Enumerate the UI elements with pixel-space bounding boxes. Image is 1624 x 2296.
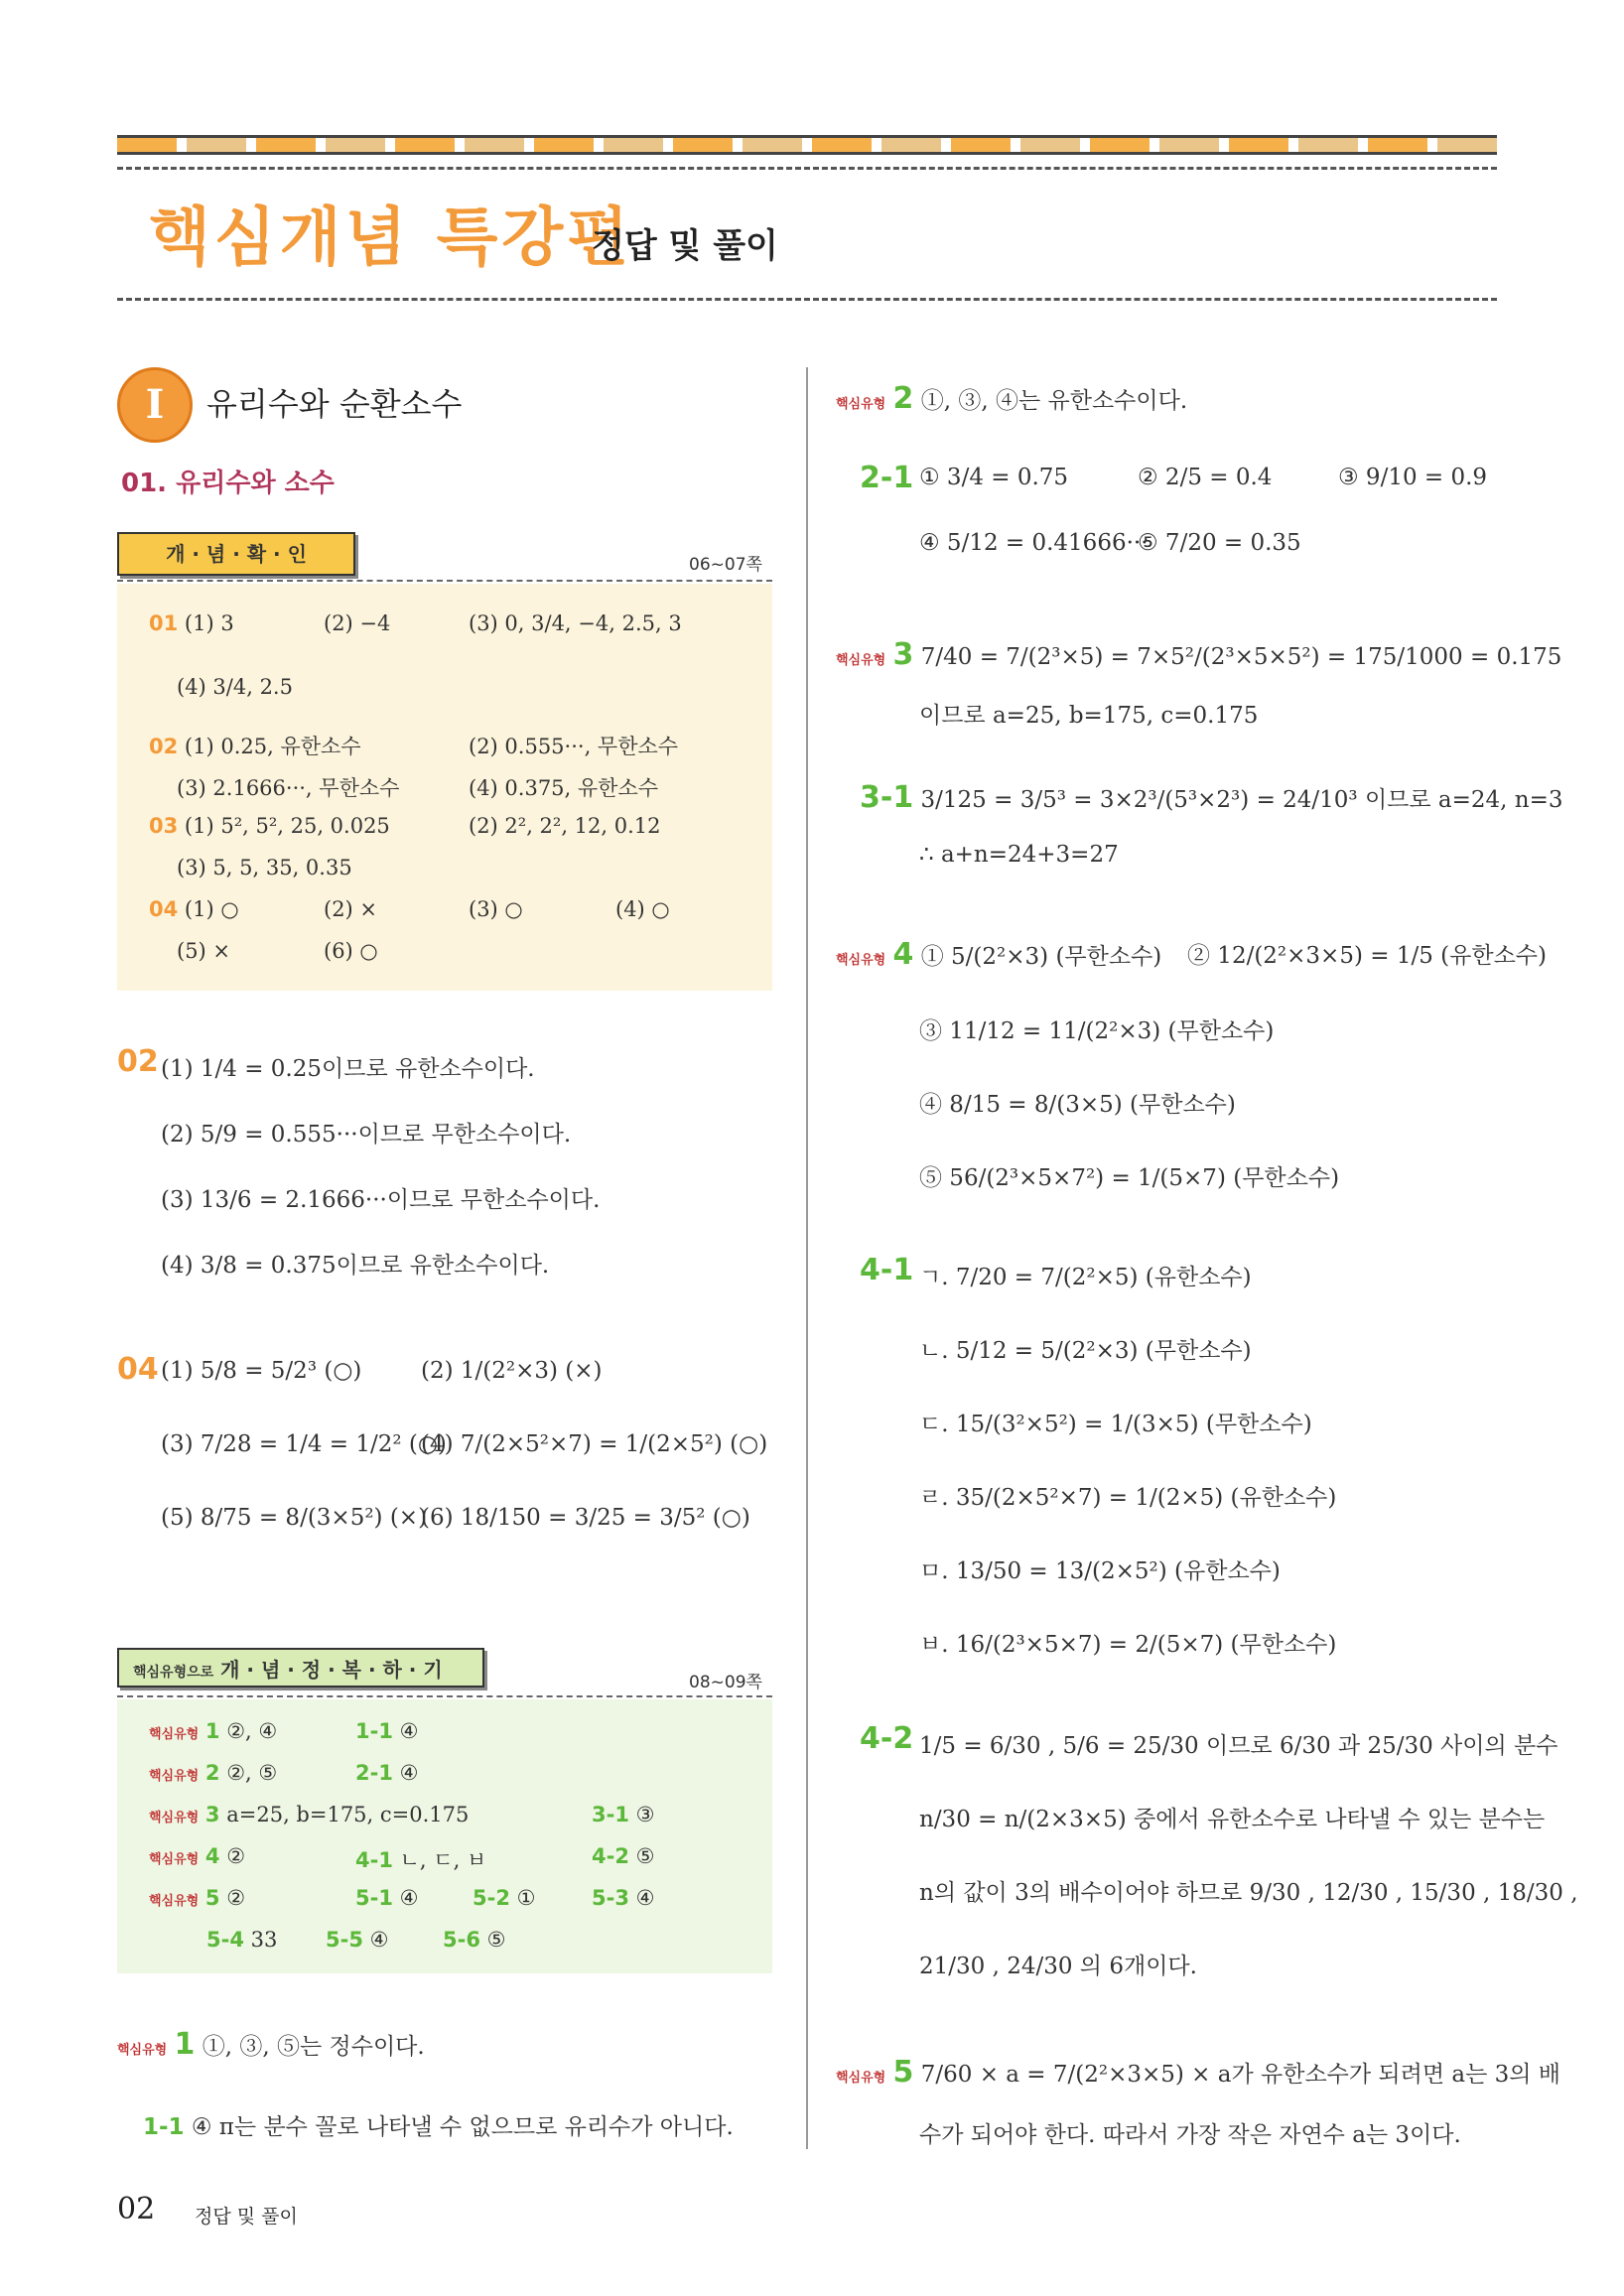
solution-4-2-line: n의 값이 3의 배수이어야 하므로 9/30 , 12/30 , 15/30 , 18/30 , [919,1880,1578,1906]
page-number: 02 [117,2192,156,2227]
review-row: 핵심유형 3 a=25, b=175, c=0.175 3-1 ③ [149,1803,655,1826]
solution-4-line: ④ 8/15 = 8/(3×5) (무한소수) [919,1092,1236,1118]
solution-4-1-number: 4-1 [860,1253,914,1287]
footer-text: 정답 및 풀이 [195,2206,298,2228]
solution-type-4: 핵심유형 4 ① 5/(2²×3) (무한소수) [836,937,1162,972]
solution-02-line: (1) 1/4 = 0.25이므로 유한소수이다. [161,1056,535,1082]
solution-type-2: 핵심유형 2 ①, ③, ④는 유한소수이다. [836,381,1188,416]
solution-04-line: (3) 7/28 = 1/4 = 1/2² (○) [161,1431,447,1457]
solution-5-line: 수가 되어야 한다. 따라서 가장 작은 자연수 a는 3이다. [919,2122,1461,2148]
cc-row: (4) 3/4, 2.5 [177,675,293,699]
cc-row: 02 (1) 0.25, 유한소수 (2) 0.555···, 무한소수 [149,735,679,758]
page-subtitle: 정답 및 풀이 [592,226,778,266]
solution-4-1-line: ㄷ. 15/(3²×5²) = 1/(3×5) (무한소수) [919,1412,1312,1437]
solution-1-1: 1-1 ④ π는 분수 꼴로 나타낼 수 없으므로 유리수가 아니다. [143,2114,734,2140]
cc-row: 04 (1) ○ (2) × (3) ○ (4) ○ [149,897,670,921]
solution-04-line: (5) 8/75 = 8/(3×5²) (×) [161,1505,428,1531]
solution-4-2-number: 4-2 [860,1721,914,1756]
cc-row: (5) × (6) ○ [177,939,378,963]
cc-row: (3) 5, 5, 35, 0.35 [177,856,352,879]
solution-4-1-line: ㄱ. 7/20 = 7/(2²×5) (유한소수) [919,1265,1252,1290]
review-tag: 핵심유형으로 개 · 념 · 정 · 복 · 하 · 기 [117,1648,484,1688]
solution-02-number: 02 [117,1044,159,1079]
solution-02-line: (4) 3/8 = 0.375이므로 유한소수이다. [161,1253,550,1279]
cc-row: 03 (1) 5², 5², 25, 0.025 (2) 2², 2², 12, 0.12 [149,814,661,838]
solution-4-2-line: 1/5 = 6/30 , 5/6 = 25/30 이므로 6/30 과 25/30 사이의 분수 [919,1733,1558,1759]
solution-04-line: (6) 18/150 = 3/25 = 3/5² (○) [421,1505,750,1531]
solution-4-line: ⑤ 56/(2³×5×7²) = 1/(5×7) (무한소수) [919,1165,1340,1191]
solution-02-line: (2) 5/9 = 0.555···이므로 무한소수이다. [161,1122,572,1148]
solution-2-1-line: ② 2/5 = 0.4 [1138,465,1273,490]
review-divider [117,1695,772,1697]
review-box [117,1699,772,1973]
page-title: 핵심개념 특강편 [149,202,633,275]
solution-4-2-line: 21/30 , 24/30 의 6개이다. [919,1954,1197,1979]
header-decorative-bar [117,135,1497,155]
review-row: 5-4 33 5-5 ④ 5-6 ⑤ [206,1928,506,1952]
review-row: 핵심유형 5 ② 5-1 ④ 5-2 ① 5-3 ④ [149,1886,655,1910]
solution-02-line: (3) 13/6 = 2.1666···이므로 무한소수이다. [161,1187,601,1213]
solution-type-3: 핵심유형 3 7/40 = 7/(2³×5) = 7×5²/(2³×5×5²) = 175/1000 = 0.175 [836,637,1562,672]
solution-4-1-line: ㅁ. 13/50 = 13/(2×5²) (유한소수) [919,1558,1281,1584]
review-pages: 08~09쪽 [689,1673,762,1692]
solution-4-1-line: ㄴ. 5/12 = 5/(2²×3) (무한소수) [919,1338,1252,1364]
solution-4-1-line: ㄹ. 35/(2×5²×7) = 1/(2×5) (유한소수) [919,1485,1337,1511]
cc-row: (3) 2.1666···, 무한소수 (4) 0.375, 유한소수 [177,776,659,800]
solution-04-line: (2) 1/(2²×3) (×) [421,1358,603,1384]
section-title: 01. 유리수와 소수 [121,469,335,498]
cc-row: 01 (1) 3 (2) −4 (3) 0, 3/4, −4, 2.5, 3 [149,611,682,635]
solution-4-line: ③ 11/12 = 11/(2²×3) (무한소수) [919,1018,1275,1044]
solution-2-1-line: ① 3/4 = 0.75 [919,465,1069,490]
header-top-divider [117,167,1497,170]
review-row: 핵심유형 4 ② 4-1 ㄴ, ㄷ, ㅂ 4-2 ⑤ [149,1844,655,1872]
solution-3-line: 이므로 a=25, b=175, c=0.175 [919,703,1259,729]
header-bottom-divider [117,298,1497,301]
column-divider [806,367,808,2149]
solution-4-1-line: ㅂ. 16/(2³×5×7) = 2/(5×7) (무한소수) [919,1632,1337,1658]
solution-2-1-line: ④ 5/12 = 0.41666··· [919,530,1149,556]
solution-4-2-line: n/30 = n/(2×3×5) 중에서 유한소수로 나타낼 수 있는 분수는 [919,1807,1546,1832]
solution-3-1-line: ∴ a+n=24+3=27 [919,842,1119,868]
concept-check-divider [117,580,772,582]
solution-04-number: 04 [117,1352,159,1387]
solution-2-1-line: ⑤ 7/20 = 0.35 [1138,530,1301,556]
solution-4-line: ② 12/(2²×3×5) = 1/5 (유한소수) [1187,943,1547,969]
solution-3-1: 3-1 3/125 = 3/5³ = 3×2³/(5³×2³) = 24/10³ 이므로 a=24, n=3 [860,780,1563,815]
review-row: 핵심유형 2 ②, ⑤ 2-1 ④ [149,1761,419,1785]
solution-2-1-line: ③ 9/10 = 0.9 [1338,465,1488,490]
concept-check-tag: 개 · 념 · 확 · 인 [117,532,355,576]
chapter-number-badge: I [117,367,193,443]
solution-04-line: (1) 5/8 = 5/2³ (○) [161,1358,362,1384]
concept-check-box [117,584,772,991]
solution-type-5: 핵심유형 5 7/60 × a = 7/(2²×3×5) × a가 유한소수가 되려면 a는 3의 배 [836,2055,1560,2090]
review-row: 핵심유형 1 ②, ④ 1-1 ④ [149,1719,419,1743]
concept-check-pages: 06~07쪽 [689,555,762,575]
solution-type-1: 핵심유형 1 ①, ③, ⑤는 정수이다. [117,2027,425,2062]
solution-04-line: (4) 7/(2×5²×7) = 1/(2×5²) (○) [421,1431,768,1457]
chapter-title: 유리수와 순환소수 [206,385,463,423]
solution-2-1-number: 2-1 [860,461,914,495]
